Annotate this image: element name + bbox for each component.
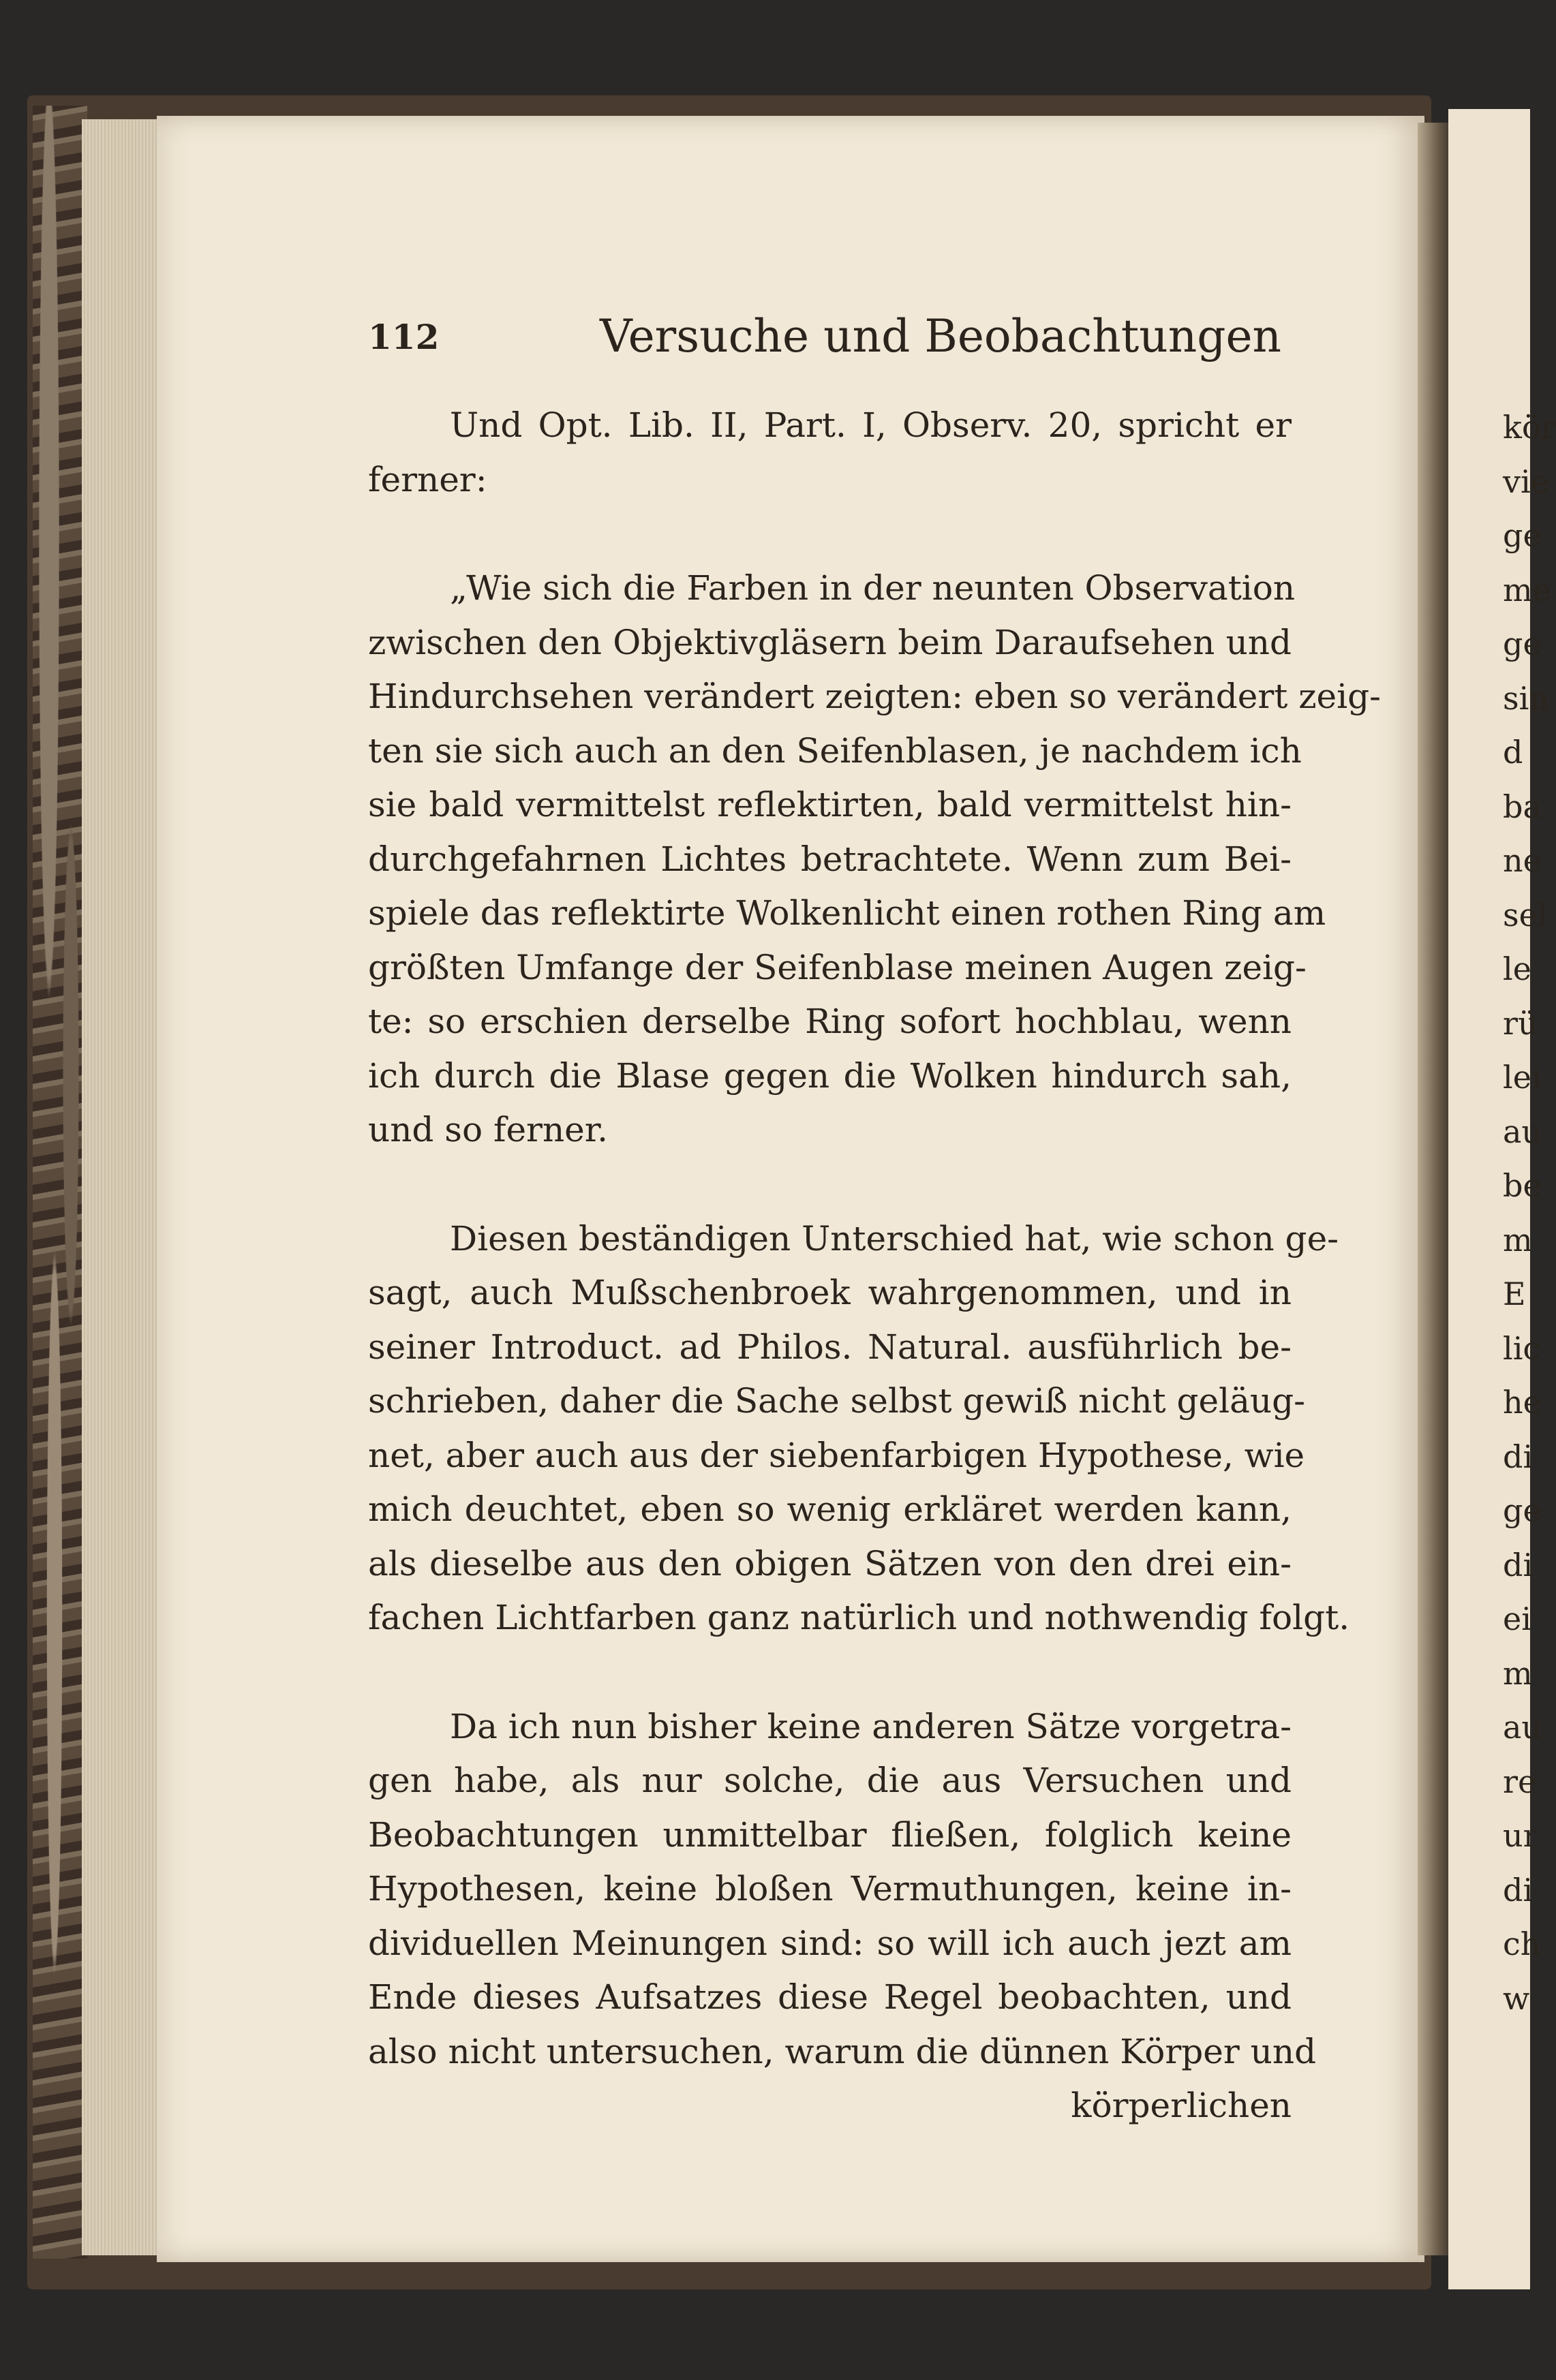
- facing-page-fragment: ge: [1503, 625, 1542, 662]
- text-line: zwischen den Objektivgläsern beim Daraufsehen und: [368, 622, 1292, 662]
- book-gutter: [1418, 123, 1452, 2255]
- text-line: sagt, auch Mußschenbroek wahrgenommen, und in: [368, 1273, 1292, 1312]
- text-line: dividuellen Meinungen sind: so will ich auch jezt am: [368, 1923, 1292, 1963]
- facing-page-fragment: ur: [1503, 1817, 1538, 1854]
- text-line: Ende dieses Aufsatzes diese Regel beobachten, und: [368, 1977, 1292, 2017]
- page-stack-edge: [82, 119, 164, 2255]
- facing-page-fragment: sel: [1503, 896, 1548, 933]
- facing-page-fragment: lei: [1503, 1059, 1542, 1096]
- text-line: sie bald vermittelst reflektirten, bald vermittelst hin-: [368, 785, 1292, 824]
- facing-page-fragment: E: [1503, 1276, 1526, 1312]
- facing-page-fragment: lic: [1503, 1329, 1541, 1367]
- text-line: mich deuchtet, eben so wenig erkläret werden kann,: [368, 1489, 1292, 1529]
- facing-page-fragment: le: [1503, 951, 1531, 987]
- facing-page-fragment: ge: [1503, 517, 1542, 554]
- facing-page-fragment: ch: [1503, 1926, 1541, 1962]
- text-line: Und Opt. Lib. II, Part. I, Observ. 20, spricht er: [450, 405, 1292, 445]
- facing-page-fragment: au: [1503, 1709, 1542, 1746]
- page-header: [368, 310, 1295, 371]
- text-line: Diesen beständigen Unterschied hat, wie schon ge-: [450, 1218, 1339, 1258]
- facing-page-fragment: be: [1503, 1167, 1542, 1204]
- facing-page-fragment: rü: [1503, 1004, 1538, 1042]
- text-line: spiele das reflektirte Wolkenlicht einen rothen Ring am: [368, 893, 1326, 933]
- text-line: net, aber auch aus der siebenfarbigen Hypothese, wie: [368, 1435, 1305, 1475]
- body-text: [368, 399, 1382, 2133]
- text-line: schrieben, daher die Sache selbst gewiß nicht geläug-: [368, 1381, 1306, 1421]
- facing-page-fragment: he: [1503, 1384, 1542, 1421]
- text-line: größten Umfange der Seifenblase meinen Augen zeig-: [368, 947, 1307, 987]
- text-line: als dieselbe aus den obigen Sätzen von den drei ein-: [368, 1543, 1292, 1583]
- text-line: ich durch die Blase gegen die Wolken hindurch sah,: [368, 1055, 1292, 1096]
- facing-page-fragment: di: [1503, 1438, 1534, 1475]
- paragraph: [368, 399, 1292, 507]
- facing-page-fragment: kör: [1503, 409, 1556, 446]
- facing-page-fragment: m: [1503, 1221, 1533, 1258]
- facing-page-fragment: di: [1503, 1546, 1534, 1583]
- facing-page-fragment: ba: [1503, 788, 1542, 825]
- text-line: gen habe, als nur solche, die aus Versuchen und: [368, 1761, 1292, 1800]
- facing-page-fragment: vie: [1503, 463, 1549, 500]
- facing-page-fragment: re: [1503, 1763, 1537, 1800]
- page-number: 112: [368, 317, 440, 357]
- paragraph: [368, 1700, 1317, 2080]
- text-line: fachen Lichtfarben ganz natürlich und nothwendig folgt.: [368, 1598, 1350, 1637]
- facing-page-fragment: me: [1503, 571, 1551, 608]
- text-line: ferner:: [368, 459, 487, 499]
- text-line: Beobachtungen unmittelbar fließen, folglich keine: [368, 1814, 1292, 1855]
- text-line: seiner Introduct. ad Philos. Natural. ausführlich be-: [368, 1327, 1292, 1367]
- paragraph: [368, 1212, 1350, 1645]
- facing-page-fragment: ge: [1503, 1492, 1542, 1529]
- facing-page-fragment: ne: [1503, 842, 1542, 879]
- facing-page-fragment: m: [1503, 1654, 1533, 1692]
- text-line: durchgefahrnen Lichtes betrachtete. Wenn zum Bei-: [368, 839, 1292, 879]
- text-line: ten sie sich auch an den Seifenblasen, je nachdem ich: [368, 730, 1302, 771]
- text-line: also nicht untersuchen, warum die dünnen Körper und: [368, 2031, 1317, 2071]
- running-title: Versuche und Beobachtungen: [600, 310, 1282, 362]
- text-line: „Wie sich die Farben in der neunten Observation: [450, 568, 1296, 608]
- text-line: Da ich nun bisher keine anderen Sätze vorgetra-: [450, 1706, 1292, 1746]
- facing-page-fragment: di: [1503, 1871, 1534, 1908]
- facing-page: [1448, 109, 1556, 2289]
- paragraph: [368, 561, 1382, 1158]
- text-line: Hypothesen, keine bloßen Vermuthungen, keine in-: [368, 1869, 1292, 1908]
- text-line: te: so erschien derselbe Ring sofort hochblau, wenn: [368, 1002, 1292, 1041]
- facing-page-fragment: sin: [1503, 679, 1549, 717]
- facing-page-fragment: d: [1503, 734, 1523, 771]
- facing-page-fragment: w: [1503, 1979, 1530, 2017]
- marbled-edge: [33, 106, 87, 2259]
- facing-page-fragment: ei: [1503, 1601, 1531, 1637]
- text-line: Hindurchsehen verändert zeigten: eben so verändert zeig-: [368, 677, 1382, 716]
- catchword: körperlichen: [1071, 2086, 1292, 2125]
- facing-page-fragment: au: [1503, 1113, 1542, 1150]
- text-line: und so ferner.: [368, 1110, 609, 1149]
